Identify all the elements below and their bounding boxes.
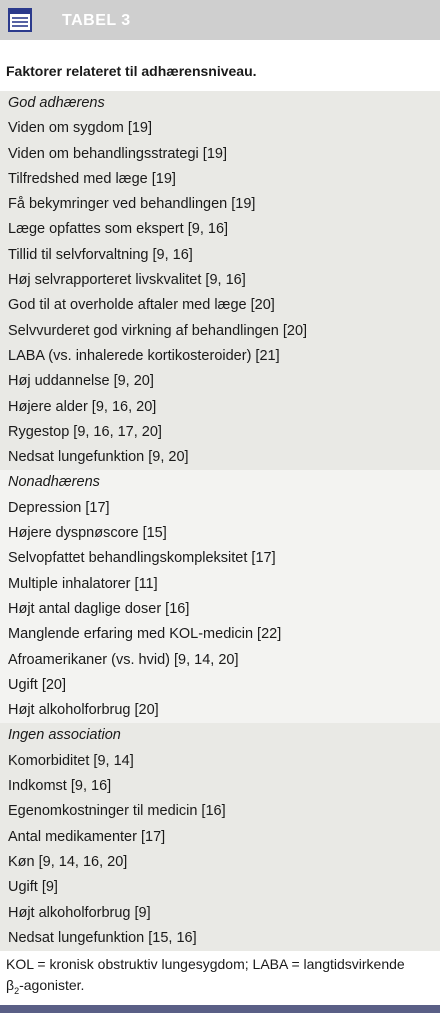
table-row: Høj selvrapporteret livskvalitet [9, 16]	[8, 272, 246, 289]
table-title: TABEL 3	[62, 12, 131, 29]
table-row: Manglende erfaring med KOL-medicin [22]	[8, 626, 282, 643]
table-row: Rygestop [9, 16, 17, 20]	[8, 423, 162, 440]
section-heading: Ingen association	[8, 727, 121, 744]
table-row: Højt alkoholforbrug [9]	[8, 904, 151, 921]
table-row: Selvvurderet god virkning af behandlingen [20]	[8, 322, 308, 339]
table-row: Nedsat lungefunktion [15, 16]	[8, 929, 197, 946]
table-section	[0, 470, 440, 723]
table-row: Højt antal daglige doser [16]	[8, 600, 190, 617]
table-row: Afroamerikaner (vs. hvid) [9, 14, 20]	[8, 651, 239, 668]
table-row: Højere alder [9, 16, 20]	[8, 398, 157, 415]
table-row: Antal medikamenter [17]	[8, 828, 166, 845]
table-section	[0, 723, 440, 951]
table-body	[0, 91, 440, 951]
table-row: Høj uddannelse [9, 20]	[8, 373, 154, 390]
beta-subscript: 2	[14, 985, 20, 996]
table-row: Tilfredshed med læge [19]	[8, 170, 176, 187]
table-row: Selvopfattet behandlingskompleksitet [17]	[8, 550, 276, 567]
table-row: Tillid til selvforvaltning [9, 16]	[8, 246, 193, 263]
table-row: Højt alkoholforbrug [20]	[8, 702, 159, 719]
table-icon	[0, 0, 40, 40]
table-row: Depression [17]	[8, 499, 110, 516]
table-row: Ugift [9]	[8, 879, 58, 896]
table-row: Viden om sygdom [19]	[8, 120, 153, 137]
table-row: LABA (vs. inhalerede kortikosteroider) [21]	[8, 347, 280, 364]
table-row: Egenomkostninger til medicin [16]	[8, 803, 226, 820]
section-heading: God adhærens	[8, 95, 105, 111]
table-row: Få bekymringer ved behandlingen [19]	[8, 196, 256, 213]
table-row: Højere dyspnøscore [15]	[8, 525, 167, 542]
section-heading: Nonadhærens	[8, 474, 100, 491]
table-row: God til at overholde aftaler med læge [20]	[8, 297, 275, 314]
table-row: Multiple inhalatorer [11]	[8, 575, 158, 592]
footnote	[0, 951, 440, 1003]
table-row: Viden om behandlingsstrategi [19]	[8, 145, 227, 162]
table-section	[0, 91, 440, 470]
table-row: Komorbiditet [9, 14]	[8, 752, 134, 769]
table-row: Læge opfattes som ekspert [9, 16]	[8, 221, 229, 238]
bottom-bar	[0, 1005, 440, 1013]
footnote-line-2	[6, 975, 432, 1002]
footnote-line-1: KOL = kronisk obstruktiv lungesygdom; LABA = langtidsvirkende	[6, 956, 405, 973]
footnote-line-2-text: -agonister.	[19, 977, 85, 994]
table-header	[0, 0, 440, 40]
table-row: Ugift [20]	[8, 676, 67, 693]
beta-symbol: β	[6, 977, 15, 994]
table-row: Indkomst [9, 16]	[8, 778, 112, 795]
table-caption: Faktorer relateret til adhærensniveau.	[6, 63, 257, 79]
table-row: Køn [9, 14, 16, 20]	[8, 853, 128, 870]
table-row: Nedsat lungefunktion [9, 20]	[8, 449, 189, 466]
